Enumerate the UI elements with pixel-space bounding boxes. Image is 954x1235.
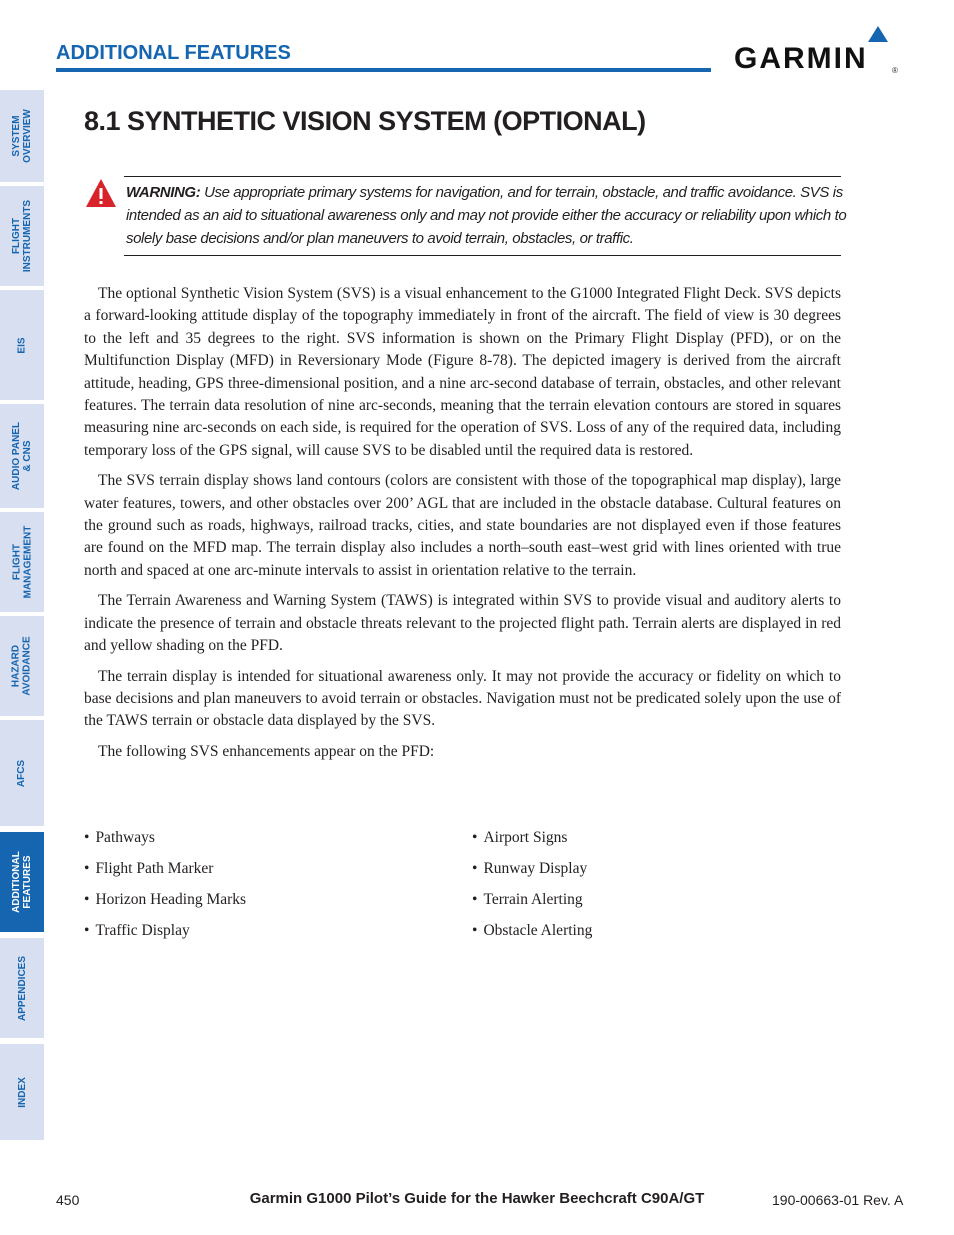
paragraph: The SVS terrain display shows land contours (colors are consistent with those of the topographical map display), large water features, towers, and other obstacles over 200’ AGL that are included in the obstacle database. Cultural features on the ground such as roads, highways, railroad tracks, cities, and state boundaries are not displayed even if those features are found on the MFD map. The terrain display also includes a north–south east–west grid with lines oriented with true north and spaced at one arc-minute intervals to assist in orientation relative to the terrain. [84,472,841,579]
page-title: 8.1 SYNTHETIC VISION SYSTEM (OPTIONAL) [84,106,646,136]
tab-eis[interactable] [0,290,44,400]
paragraph: The optional Synthetic Vision System (SVS) is a visual enhancement to the G1000 Integrated Flight Deck. SVS depicts a forward-looking attitude display of the topography immediately in front of the aircraft. The field of view is 30 degrees to the left and 35 degrees to the right. SVS information is shown on the Primary Flight Display (PFD), or on the Multifunction Display (MFD) in Reversionary Mode (Figure 8-78). The depicted imagery is derived from the aircraft attitude, heading, GPS three-dimensional position, and a nine arc-second database of terrain, obstacles, and other relevant features. The terrain data resolution of nine arc-seconds, meaning that the terrain elevation contours are stored in squares measuring nine arc-seconds on each side, is required for the operation of SVS. Loss of any of the required data, including temporary loss of the GPS signal, will cause SVS to be disabled until the required data is restored. [84,285,841,459]
tab-label: SYSTEM OVERVIEW [11,109,33,163]
header-rule [56,68,711,72]
tab-appendices[interactable] [0,938,44,1038]
tab-label: AUDIO PANEL & CNS [11,421,33,491]
warning-triangle-icon [84,176,118,210]
tab-audio-panel-cns[interactable] [0,404,44,508]
tab-label: FLIGHT MANAGEMENT [11,525,33,599]
tab-hazard-avoidance[interactable] [0,616,44,716]
paragraph: The following SVS enhancements appear on the PFD: [98,742,435,760]
logo-registered-mark: ® [892,66,898,75]
tab-label: HAZARD AVOIDANCE [11,636,34,696]
list-item: • Terrain Alerting [472,884,592,915]
list-item: • Airport Signs [472,822,592,853]
footer-title: Garmin G1000 Pilot’s Guide for the Hawker Beechcraft C90A/GT [249,1190,705,1207]
list-item: • Obstacle Alerting [472,915,592,946]
list-item: • Runway Display [472,853,592,884]
page-number: 450 [56,1192,80,1208]
tab-flight-management[interactable] [0,512,44,612]
body-text [84,283,841,771]
logo-triangle-icon [868,26,888,42]
tab-index[interactable] [0,1044,44,1140]
section-header: ADDITIONAL FEATURES [56,42,291,64]
bullet-list-left [84,822,246,946]
paragraph: The terrain display is intended for situational awareness only. It may not provide the accuracy or fidelity on which to base decisions and plan maneuvers to avoid terrain or obstacles. Navigation must not be predicated solely upon the use of the TAWS terrain or obstacle data displayed by the SVS. [84,667,841,730]
list-item: • Pathways [84,822,246,853]
tab-system-overview[interactable] [0,90,44,182]
tab-label: INDEX [16,1076,28,1108]
list-item: • Traffic Display [84,915,246,946]
document-number: 190-00663-01 Rev. A [772,1192,904,1208]
garmin-logo [734,26,899,78]
tab-label: ADDITIONAL FEATURES [11,851,34,913]
warning-rule-bottom [124,255,841,256]
tab-label: EIS [16,336,28,354]
tab-afcs[interactable] [0,720,44,826]
bullet-list-right [472,822,592,946]
warning-body: Use appropriate primary systems for navigation, and for terrain, obstacle, and traffic avoidance. SVS is intended as an aid to situational awareness only and may not provide either the accuracy or reliability upon which to solely base decisions and/or plan maneuvers to avoid terrain, obstacles, or traffic. [126,184,847,247]
list-item: • Horizon Heading Marks [84,884,246,915]
tab-flight-instruments[interactable] [0,186,44,286]
warning-label: WARNING: [126,184,201,201]
warning-rule-top [124,176,841,177]
tab-label: AFCS [16,759,28,787]
paragraph: The Terrain Awareness and Warning System (TAWS) is integrated within SVS to provide visual and auditory alerts to indicate the presence of terrain and obstacle threats relevant to the projected flight path. Terrain alerts are displayed in red and yellow shading on the PFD. [84,592,841,655]
logo-wordmark: GARMIN [734,42,868,75]
tab-additional-features[interactable] [0,832,44,932]
tab-label: APPENDICES [16,955,28,1021]
list-item: • Flight Path Marker [84,853,246,884]
tab-label: FLIGHT INSTRUMENTS [11,199,34,273]
warning-text [126,181,848,250]
